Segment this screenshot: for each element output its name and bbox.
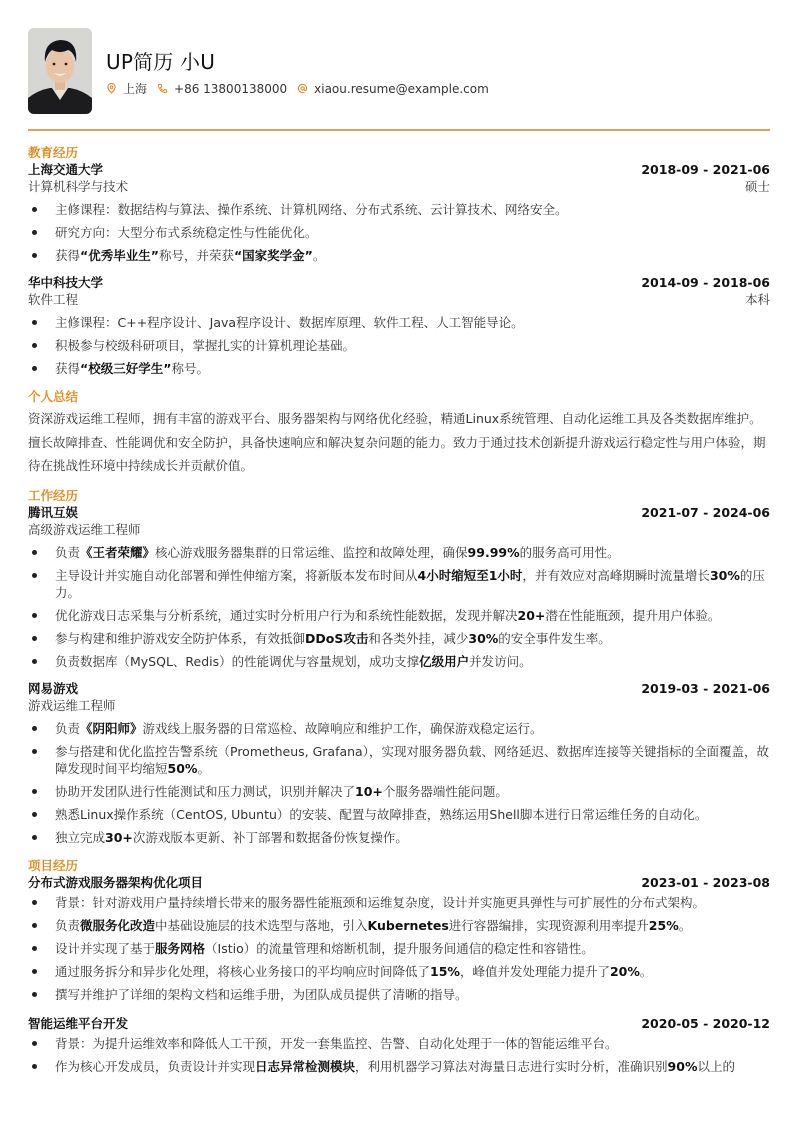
contact-email: xiaou.resume@example.com <box>297 82 489 96</box>
education-section <box>28 145 770 377</box>
degree: 本科 <box>744 292 770 307</box>
contact-location: 上海 <box>106 80 147 97</box>
school-name: 华中科技大学 <box>28 275 104 290</box>
work-entry <box>28 680 770 846</box>
candidate-name: UP简历 小U <box>106 50 216 74</box>
section-title: 项目经历 <box>28 857 79 873</box>
list-item: 负责微服务化改造中基础设施层的技术选型与落地，引入Kubernetes进行容器编排，实现资源利用率提升25%。 <box>28 917 770 934</box>
list-item: 背景：为提升运维效率和降低人工干预，开发一套集监控、告警、自动化处理于一体的智能运维平台。 <box>28 1035 770 1052</box>
date-range: 2018-09 - 2021-06 <box>641 162 770 177</box>
list-item: 负责《阴阳师》游戏线上服务器的日常巡检、故障响应和维护工作，确保游戏稳定运行。 <box>28 720 770 737</box>
header-divider <box>28 129 770 131</box>
school-name: 上海交通大学 <box>28 162 104 177</box>
major: 计算机科学与技术 <box>28 179 129 194</box>
list-item: 获得“校级三好学生”称号。 <box>28 360 770 377</box>
list-item: 负责《王者荣耀》核心游戏服务器集群的日常运维、监控和故障处理，确保99.99%的服务高可用性。 <box>28 544 770 561</box>
list-item: 优化游戏日志采集与分析系统，通过实时分析用户行为和系统性能数据，发现并解决20+潜在性能瓶颈，提升用户体验。 <box>28 607 770 624</box>
avatar-photo <box>28 28 92 114</box>
list-item: 负责数据库（MySQL、Redis）的性能调优与容量规划，成功支撑亿级用户并发访问。 <box>28 653 770 670</box>
section-title: 个人总结 <box>28 389 79 404</box>
email-icon <box>297 83 308 94</box>
phone-icon <box>157 83 168 94</box>
job-role: 游戏运维工程师 <box>28 697 116 713</box>
resume-header <box>28 0 770 130</box>
list-item: 设计并实现了基于服务网格（Istio）的流量管理和熔断机制，提升服务间通信的稳定性和容错性。 <box>28 940 770 957</box>
project-entry <box>28 874 770 1003</box>
list-item: 协助开发团队进行性能测试和压力测试，识别并解决了10+个服务器端性能问题。 <box>28 783 770 800</box>
company-name: 腾讯互娱 <box>28 504 79 520</box>
date-range: 2021-07 - 2024-06 <box>641 504 770 520</box>
project-name: 分布式游戏服务器架构优化项目 <box>28 874 204 890</box>
list-item: 参与搭建和优化监控告警系统（Prometheus, Grafana），实现对服务器负载、网络延迟、数据库连接等关键指标的全面覆盖，故障发现时间平均缩短50%。 <box>28 743 770 777</box>
degree: 硕士 <box>744 179 770 194</box>
work-entry <box>28 504 770 670</box>
contact-phone: +86 13800138000 <box>157 82 287 96</box>
list-item: 获得“优秀毕业生”称号，并荣获“国家奖学金”。 <box>28 247 770 264</box>
list-item: 背景：针对游戏用户量持续增长带来的服务器性能瓶颈和运维复杂度，设计并实施更具弹性与可扩展性的分布式架构。 <box>28 894 770 911</box>
date-range: 2023-01 - 2023-08 <box>641 874 770 890</box>
education-entry <box>28 161 770 264</box>
location-icon <box>106 83 117 94</box>
date-range: 2019-03 - 2021-06 <box>641 680 770 696</box>
list-item: 研究方向：大型分布式系统稳定性与性能优化。 <box>28 224 770 241</box>
project-name: 智能运维平台开发 <box>28 1015 129 1031</box>
section-title: 工作经历 <box>28 487 79 503</box>
projects-section <box>28 858 770 1075</box>
date-range: 2014-09 - 2018-06 <box>641 275 770 290</box>
list-item: 主导设计并实施自动化部署和弹性伸缩方案，将新版本发布时间从4小时缩短至1小时，并有效应对高峰期瞬时流量增长30%的压力。 <box>28 567 770 601</box>
list-item: 作为核心开发成员，负责设计并实现日志异常检测模块，利用机器学习算法对海量日志进行实时分析，准确识别90%以上的 <box>28 1058 770 1075</box>
list-item: 通过服务拆分和异步化处理，将核心业务接口的平均响应时间降低了15%，峰值并发处理能力提升了20%。 <box>28 963 770 980</box>
summary-section <box>28 389 770 478</box>
education-entry <box>28 274 770 377</box>
company-name: 网易游戏 <box>28 680 79 696</box>
date-range: 2020-05 - 2020-12 <box>641 1015 770 1031</box>
list-item: 主修课程：数据结构与算法、操作系统、计算机网络、分布式系统、云计算技术、网络安全。 <box>28 201 770 218</box>
project-entry <box>28 1015 770 1075</box>
job-role: 高级游戏运维工程师 <box>28 521 141 537</box>
work-section <box>28 488 770 846</box>
list-item: 积极参与校级科研项目，掌握扎实的计算机理论基础。 <box>28 337 770 354</box>
list-item: 独立完成30+次游戏版本更新、补丁部署和数据备份恢复操作。 <box>28 829 770 846</box>
section-title: 教育经历 <box>28 145 79 160</box>
contact-info <box>106 80 499 97</box>
list-item: 熟悉Linux操作系统（CentOS, Ubuntu）的安装、配置与故障排查，熟练运用Shell脚本进行日常运维任务的自动化。 <box>28 806 770 823</box>
list-item: 主修课程：C++程序设计、Java程序设计、数据库原理、软件工程、人工智能导论。 <box>28 314 770 331</box>
resume-page <box>28 0 770 1075</box>
list-item: 撰写并维护了详细的架构文档和运维手册，为团队成员提供了清晰的指导。 <box>28 986 770 1003</box>
list-item: 参与构建和维护游戏安全防护体系，有效抵御DDoS攻击和各类外挂，减少30%的安全事件发生率。 <box>28 630 770 647</box>
major: 软件工程 <box>28 292 79 307</box>
summary-text: 资深游戏运维工程师，拥有丰富的游戏平台、服务器架构与网络优化经验，精通Linux系统管理、自动化运维工具及各类数据库维护。擅长故障排查、性能调优和安全防护，具备快速响应和解决复杂问题的能力。致力于通过技术创新提升游戏运行稳定性与用户体验，期待在挑战性环境中持续成长并贡献价值。 <box>28 411 766 473</box>
